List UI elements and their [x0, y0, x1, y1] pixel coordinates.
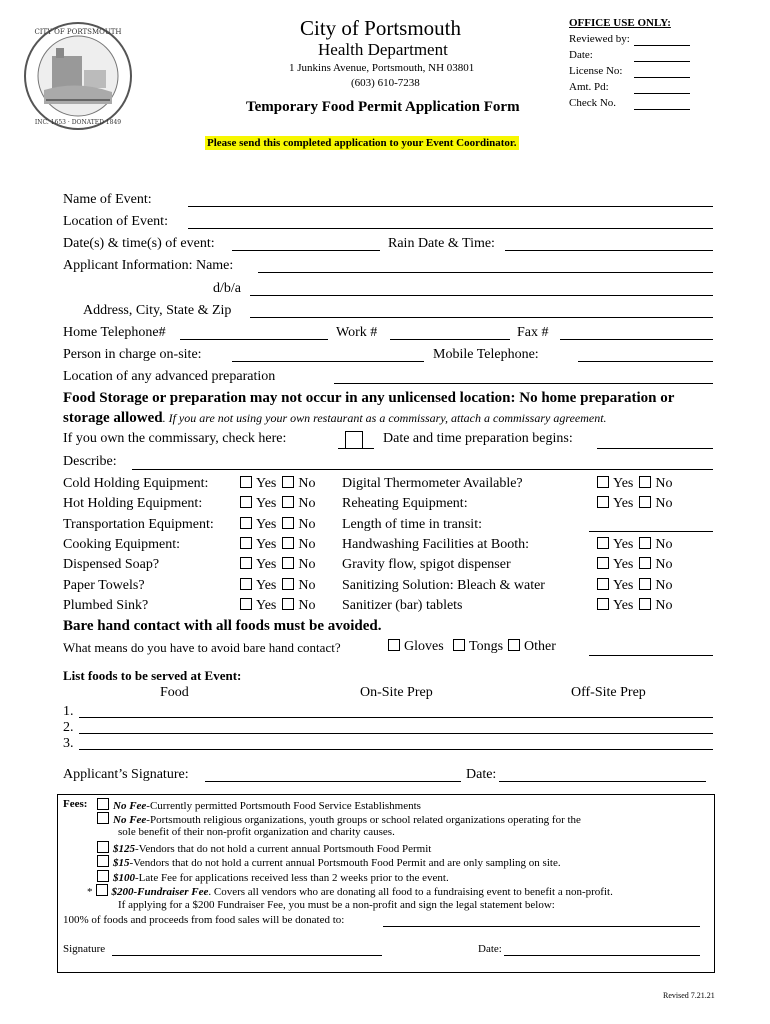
hot-holding-yes-no[interactable]: Yes No	[240, 496, 316, 512]
paper-towels-label: Paper Towels?	[63, 578, 145, 593]
plumbed-sink-label: Plumbed Sink?	[63, 598, 149, 613]
cooking-label: Cooking Equipment:	[63, 537, 181, 552]
gravity-flow-label: Gravity flow, spigot dispenser	[342, 557, 511, 572]
applicant-name-field[interactable]	[258, 272, 713, 273]
applicant-signature-label: Applicant’s Signature:	[63, 767, 189, 782]
sanitizing-solution-yes-no[interactable]: Yes No	[597, 578, 673, 594]
address-line: 1 Junkins Avenue, Portsmouth, NH 03801	[289, 62, 475, 74]
fundraiser-date-field[interactable]	[504, 955, 700, 956]
cold-holding-label: Cold Holding Equipment:	[63, 476, 209, 491]
transit-time-label: Length of time in transit:	[342, 517, 482, 532]
fee-item-1[interactable]: No Fee-Currently permitted Portsmouth Food Service Establishments	[97, 798, 421, 812]
office-check-label: Check No.	[569, 97, 617, 109]
fundraiser-signature-label: Signature	[63, 943, 106, 955]
mobile-label: Mobile Telephone:	[433, 347, 539, 362]
reheating-yes-no[interactable]: Yes No	[597, 496, 673, 512]
food-row-3-number: 3.	[63, 736, 74, 751]
applicant-date-label: Date:	[466, 767, 497, 782]
applicant-name-label: Applicant Information: Name:	[63, 258, 234, 273]
revised-date: Revised 7.21.21	[663, 991, 715, 1000]
commissary-checkbox[interactable]	[345, 431, 363, 449]
sanitizing-solution-label: Sanitizing Solution: Bleach & water	[342, 578, 545, 593]
work-label: Work #	[336, 325, 378, 340]
tongs-option[interactable]: Tongs	[453, 639, 503, 655]
advanced-prep-field[interactable]	[334, 383, 713, 384]
name-of-event-field[interactable]	[188, 206, 713, 207]
fee-item-2[interactable]: No Fee-Portsmouth religious organizations, youth groups or school related organizations operating for the	[97, 812, 581, 826]
describe-field[interactable]	[132, 469, 713, 470]
dispensed-soap-yes-no[interactable]: Yes No	[240, 557, 316, 573]
donated-field[interactable]	[383, 926, 700, 927]
thermometer-yes-no[interactable]: Yes No	[597, 476, 673, 492]
plumbed-sink-yes-no[interactable]: Yes No	[240, 598, 316, 614]
food-row-2-field[interactable]	[79, 733, 713, 734]
dates-times-label: Date(s) & time(s) of event:	[63, 236, 215, 251]
onsite-column-header: On-Site Prep	[360, 685, 433, 700]
work-phone-field[interactable]	[390, 339, 510, 340]
fax-label: Fax #	[517, 325, 549, 340]
dispensed-soap-label: Dispensed Soap?	[63, 557, 160, 572]
mobile-field[interactable]	[578, 361, 713, 362]
prep-begins-field[interactable]	[597, 448, 713, 449]
food-row-1-number: 1.	[63, 704, 74, 719]
bare-hand-heading: Bare hand contact with all foods must be avoided.	[63, 618, 382, 634]
city-seal	[22, 20, 134, 132]
advanced-prep-label: Location of any advanced preparation	[63, 369, 276, 384]
cooking-yes-no[interactable]: Yes No	[240, 537, 316, 553]
handwashing-yes-no[interactable]: Yes No	[597, 537, 673, 553]
fee-item-4[interactable]: $15-Vendors that do not hold a current annual Portsmouth Food Permit and are only sampling on site.	[97, 855, 561, 869]
fax-field[interactable]	[560, 339, 713, 340]
reheating-label: Reheating Equipment:	[342, 496, 468, 511]
applicant-signature-field[interactable]	[205, 781, 461, 782]
food-row-1-field[interactable]	[79, 717, 713, 718]
bare-hand-question: What means do you have to avoid bare hand contact?	[63, 640, 341, 655]
donated-label: 100% of foods and proceeds from food sales will be donated to:	[63, 914, 345, 926]
fundraiser-signature-field[interactable]	[112, 955, 382, 956]
location-of-event-field[interactable]	[188, 228, 713, 229]
other-field[interactable]	[589, 655, 713, 656]
gloves-option[interactable]: Gloves	[388, 639, 444, 655]
address-field[interactable]	[250, 317, 713, 318]
office-license-label: License No:	[569, 65, 623, 77]
thermometer-label: Digital Thermometer Available?	[342, 476, 523, 491]
seal-bottom-text: INC. 1653 · DONATED 1849	[34, 119, 122, 126]
offsite-column-header: Off-Site Prep	[571, 685, 646, 700]
transportation-yes-no[interactable]: Yes No	[240, 517, 316, 533]
storage-warning: Food Storage or preparation may not occur in any unlicensed location: No home preparation or	[63, 390, 675, 406]
hot-holding-label: Hot Holding Equipment:	[63, 496, 203, 511]
paper-towels-yes-no[interactable]: Yes No	[240, 578, 316, 594]
home-phone-label: Home Telephone#	[63, 325, 166, 340]
fees-label: Fees:	[63, 798, 88, 810]
transit-time-field[interactable]	[589, 531, 713, 532]
city-title: City of Portsmouth	[300, 16, 462, 40]
applicant-date-field[interactable]	[499, 781, 706, 782]
prep-begins-label: Date and time preparation begins:	[383, 431, 573, 446]
commissary-label: If you own the commissary, check here:	[63, 431, 287, 446]
phone-line: (603) 610-7238	[351, 77, 420, 89]
sanitizer-tablets-label: Sanitizer (bar) tablets	[342, 598, 463, 613]
storage-warning-line2: storage allowed. If you are not using your own restaurant as a commissary, attach a commissary agreement.	[63, 410, 607, 426]
home-phone-field[interactable]	[180, 339, 328, 340]
fee-item-3[interactable]: $125-Vendors that do not hold a current annual Portsmouth Food Permit	[97, 841, 431, 855]
cold-holding-yes-no[interactable]: Yes No	[240, 476, 316, 492]
food-row-3-field[interactable]	[79, 749, 713, 750]
fee-item-5[interactable]: $100-Late Fee for applications received less than 2 weeks prior to the event.	[97, 870, 449, 884]
person-in-charge-label: Person in charge on-site:	[63, 347, 202, 362]
form-title: Temporary Food Permit Application Form	[246, 99, 520, 115]
dates-times-field[interactable]	[232, 250, 380, 251]
fundraiser-instruction: If applying for a $200 Fundraiser Fee, you must be a non-profit and sign the legal statement below:	[118, 899, 555, 911]
department-title: Health Department	[318, 40, 448, 59]
other-option[interactable]: Other	[508, 639, 556, 655]
handwashing-label: Handwashing Facilities at Booth:	[342, 537, 530, 552]
fundraiser-date-label: Date:	[478, 943, 502, 955]
transportation-label: Transportation Equipment:	[63, 517, 214, 532]
sanitizer-tablets-yes-no[interactable]: Yes No	[597, 598, 673, 614]
office-date-label: Date:	[569, 49, 593, 61]
coordinator-notice: Please send this completed application to your Event Coordinator.	[207, 137, 517, 149]
rain-date-label: Rain Date & Time:	[388, 236, 495, 251]
gravity-flow-yes-no[interactable]: Yes No	[597, 557, 673, 573]
food-row-2-number: 2.	[63, 720, 74, 735]
address-label: Address, City, State & Zip	[83, 303, 232, 318]
person-in-charge-field[interactable]	[232, 361, 424, 362]
fee-item-2-continued: sole benefit of their non-profit organization and charity causes.	[118, 826, 395, 838]
location-of-event-label: Location of Event:	[63, 214, 168, 229]
food-column-header: Food	[160, 685, 189, 700]
office-reviewed-label: Reviewed by:	[569, 33, 630, 45]
seal-top-text: CITY OF PORTSMOUTH	[34, 28, 122, 36]
foods-heading: List foods to be served at Event:	[63, 668, 242, 683]
fee-item-6[interactable]: * $200-Fundraiser Fee. Covers all vendors who are donating all food to a fundraising event to benefit a non-profit.	[87, 886, 613, 898]
describe-label: Describe:	[63, 454, 117, 469]
rain-date-field[interactable]	[505, 250, 713, 251]
office-use-heading: OFFICE USE ONLY:	[569, 17, 671, 29]
dba-label: d/b/a	[213, 281, 241, 296]
office-amount-label: Amt. Pd:	[569, 81, 609, 93]
name-of-event-label: Name of Event:	[63, 192, 152, 207]
dba-field[interactable]	[250, 295, 713, 296]
